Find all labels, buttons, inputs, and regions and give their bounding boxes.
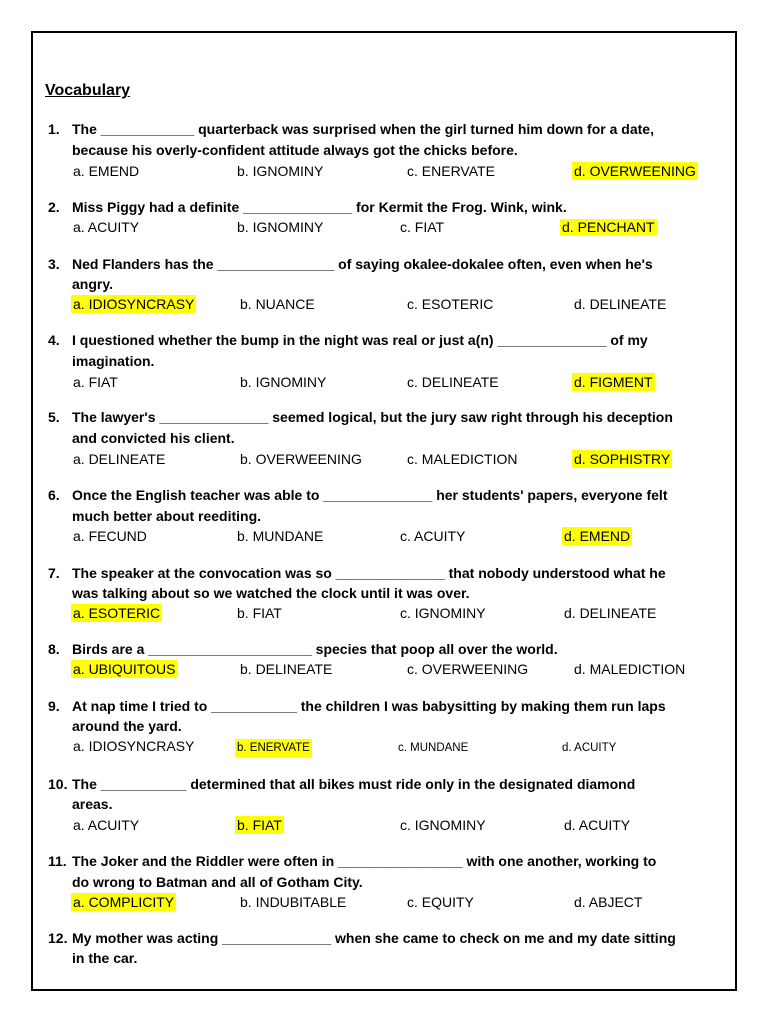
q11-option-c: c. EQUITY xyxy=(407,894,474,910)
q8-option-c: c. OVERWEENING xyxy=(407,661,529,677)
question-9-line-1: 9. At nap time I tried to ___________ the children I was babysitting by making them run laps xyxy=(48,698,666,714)
q6-option-b: b. MUNDANE xyxy=(237,528,324,544)
q4-option-d-answer: d. FIGMENT xyxy=(574,374,653,390)
q7-option-a-answer: a. ESOTERIC xyxy=(73,605,161,621)
q5-option-c: c. MALEDICTION xyxy=(407,451,518,467)
question-10-line-2: areas. xyxy=(72,796,113,812)
q2-option-d-answer: d. PENCHANT xyxy=(562,219,655,235)
q9-option-c: c. MUNDANE xyxy=(398,742,469,754)
q3-option-d: d. DELINEATE xyxy=(574,296,667,312)
question-6-line-1: 6. Once the English teacher was able to ______________ her students' papers, everyone felt xyxy=(48,487,668,503)
q10-option-c: c. IGNOMINY xyxy=(400,817,486,833)
question-11-line-2: do wrong to Batman and all of Gotham City. xyxy=(72,874,363,890)
q11-option-a-answer: a. COMPLICITY xyxy=(73,894,175,910)
question-8-line-1: 8. Birds are a _____________________ species that poop all over the world. xyxy=(48,641,558,657)
q7-option-b: b. FIAT xyxy=(237,605,282,621)
q5-option-a: a. DELINEATE xyxy=(73,451,166,467)
q3-option-b: b. NUANCE xyxy=(240,296,315,312)
page-title: Vocabulary xyxy=(45,82,131,99)
q3-option-a-answer: a. IDIOSYNCRASY xyxy=(73,296,195,312)
question-7-line-1: 7. The speaker at the convocation was so ______________ that nobody understood what he xyxy=(48,565,666,581)
question-1-line-1: 1. The ____________ quarterback was surprised when the girl turned him down for a date, xyxy=(48,121,654,137)
q5-option-b: b. OVERWEENING xyxy=(240,451,362,467)
question-5-line-2: and convicted his client. xyxy=(72,430,235,446)
q1-option-b: b. IGNOMINY xyxy=(237,163,324,179)
question-2-line-1: 2. Miss Piggy had a definite ______________ for Kermit the Frog. Wink, wink. xyxy=(48,199,567,215)
question-4-line-2: imagination. xyxy=(72,353,155,369)
q11-option-b: b. INDUBITABLE xyxy=(240,894,347,910)
question-3-line-2: angry. xyxy=(72,276,113,292)
q9-option-d: d. ACUITY xyxy=(562,742,617,754)
q2-option-c: c. FIAT xyxy=(400,219,445,235)
q2-option-a: a. ACUITY xyxy=(73,219,140,235)
q8-option-b: b. DELINEATE xyxy=(240,661,333,677)
question-7-line-2: was talking about so we watched the clock until it was over. xyxy=(72,585,470,601)
q4-option-b: b. IGNOMINY xyxy=(240,374,327,390)
q9-option-b-answer: b. ENERVATE xyxy=(235,739,312,757)
question-12-line-2: in the car. xyxy=(72,950,138,966)
q11-option-d: d. ABJECT xyxy=(574,894,643,910)
q10-option-d: d. ACUITY xyxy=(564,817,631,833)
q4-option-a: a. FIAT xyxy=(73,374,118,390)
q8-option-a-answer: a. UBIQUITOUS xyxy=(73,661,176,677)
question-4-line-1: 4. I questioned whether the bump in the night was real or just a(n) ______________ of my xyxy=(48,332,648,348)
q2-option-b: b. IGNOMINY xyxy=(237,219,324,235)
q1-option-c: c. ENERVATE xyxy=(407,163,495,179)
question-1-line-2: because his overly-confident attitude always got the chicks before. xyxy=(72,142,518,158)
q7-option-d: d. DELINEATE xyxy=(564,605,657,621)
question-5-line-1: 5. The lawyer's ______________ seemed logical, but the jury saw right through his deception xyxy=(48,409,673,425)
q3-option-c: c. ESOTERIC xyxy=(407,296,494,312)
question-11-line-1: 11. The Joker and the Riddler were often in ________________ with one another, working to xyxy=(48,853,657,869)
q8-option-d: d. MALEDICTION xyxy=(574,661,686,677)
q4-option-c: c. DELINEATE xyxy=(407,374,499,390)
q6-option-a: a. FECUND xyxy=(73,528,147,544)
q6-option-d-answer: d. EMEND xyxy=(564,528,631,544)
question-10-line-1: 10. The ___________ determined that all bikes must ride only in the designated diamond xyxy=(48,776,636,792)
question-6-line-2: much better about reediting. xyxy=(72,508,262,524)
question-12-line-1: 12. My mother was acting ______________ when she came to check on me and my date sitting xyxy=(48,930,676,946)
question-3-line-1: 3. Ned Flanders has the _______________ of saying okalee-dokalee often, even when he's xyxy=(48,256,653,272)
q5-option-d-answer: d. SOPHISTRY xyxy=(574,451,671,467)
q1-option-d-answer: d. OVERWEENING xyxy=(574,163,696,179)
question-9-line-2: around the yard. xyxy=(72,718,182,734)
q10-option-b-answer: b. FIAT xyxy=(237,817,282,833)
q1-option-a: a. EMEND xyxy=(73,163,140,179)
q9-option-a: a. IDIOSYNCRASY xyxy=(73,738,195,754)
q7-option-c: c. IGNOMINY xyxy=(400,605,486,621)
q6-option-c: c. ACUITY xyxy=(400,528,466,544)
q10-option-a: a. ACUITY xyxy=(73,817,140,833)
